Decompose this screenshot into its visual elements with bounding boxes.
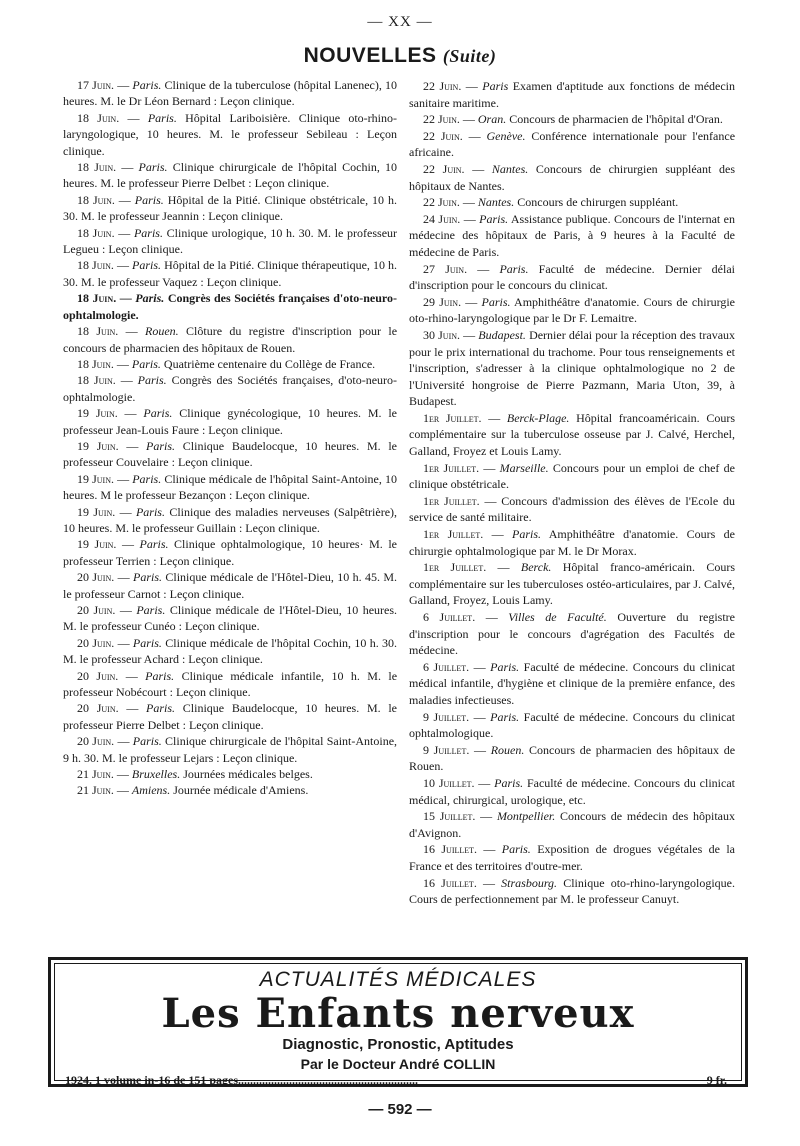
entry-date: 18 Juin. bbox=[77, 225, 115, 240]
entry-city: Paris. bbox=[135, 504, 165, 519]
entry-text: Journée médicale d'Amiens. bbox=[173, 783, 309, 798]
entry-text: Ouverture du registre d'inscription pour le concours d'agrégation des Facultés de médecine. bbox=[409, 610, 736, 658]
news-entry: 19 Juin. — Paris. Clinique Baudelocque, 10 heures. M. le professeur Couvelaire : Leçon clinique. bbox=[63, 438, 397, 470]
entry-date: 29 Juin. bbox=[423, 294, 462, 309]
entry-date: 16 Juillet. bbox=[423, 875, 477, 890]
news-entry: 1er Juillet. — Berck. Hôpital franco-américain. Cours complémentaire sur les tuberculoses ostéo-articulaires, par J. Calvé, Galland, Froyez, Louis Lamy. bbox=[409, 560, 736, 608]
entry-city: Genève. bbox=[486, 128, 526, 143]
entry-text: Clinique ophtalmologique, 10 heures· M. le professeur Terrien : Leçon clinique. bbox=[63, 537, 397, 568]
news-entry: 18 Juin. — Paris. Hôpital Lariboisière. Clinique oto-rhino-laryngologique, 10 heures. M. le professeur Sebileau : Leçon clinique. bbox=[63, 110, 398, 158]
entry-text: Clinique médicale de l'hôpital Cochin, 10 h. 30. M. le professeur Achard : Leçon clinique. bbox=[63, 635, 398, 667]
ad-book-info bbox=[65, 1073, 727, 1088]
entry-city: Paris. bbox=[132, 258, 162, 273]
entry-date: 1er Juillet. bbox=[423, 493, 480, 508]
entry-date: 22 Juin. bbox=[423, 112, 460, 127]
entry-text: Concours de pharmacien des hôpitaux de Rouen. bbox=[409, 742, 736, 774]
entry-text: Faculté de médecine. Concours du clinicat ophtalmologique. bbox=[409, 709, 736, 741]
entry-date: 20 Juin. bbox=[77, 668, 119, 683]
entry-city: Paris. bbox=[481, 294, 511, 309]
news-entry: 20 Juin. — Paris. Clinique médicale de l'Hôtel-Dieu, 10 heures. M. le professeur Cunéo : Leçon clinique. bbox=[63, 603, 398, 634]
entry-date: 18 Juin. bbox=[77, 356, 114, 371]
entry-city: Nantes. bbox=[477, 195, 515, 210]
news-entry: 15 Juillet. — Montpellier. Concours de médecin des hôpitaux d'Avignon. bbox=[409, 809, 736, 840]
entry-city: Paris. bbox=[132, 471, 162, 486]
news-entry: 9 Juillet. — Paris. Faculté de médecine. Concours du clinicat ophtalmologique. bbox=[409, 709, 736, 741]
entry-date: 19 Juin. bbox=[77, 438, 119, 453]
entry-text: Hôpital de la Pitié. Clinique thérapeutique, 10 h. 30. M. le professeur Vaquez : Leçon clinique. bbox=[63, 258, 398, 289]
page-roman-numeral: — XX — bbox=[367, 14, 433, 30]
news-entry: 21 Juin. — Amiens. Journée médicale d'Amiens. bbox=[77, 783, 309, 798]
news-column-right bbox=[409, 78, 735, 908]
entry-date: 17 Juin. bbox=[77, 78, 115, 92]
entry-date: 16 Juillet. bbox=[423, 842, 478, 857]
news-entry: 22 Juin. — Nantes. Concours de chirurgen suppléant. bbox=[423, 195, 679, 210]
entry-text: Clinique Baudelocque, 10 heures. M. le professeur Couvelaire : Leçon clinique. bbox=[63, 438, 397, 470]
entry-date: 19 Juin. bbox=[77, 504, 116, 519]
ad-book-author: Par le Docteur André COLLIN bbox=[300, 1056, 496, 1072]
entry-date: 6 Juillet. bbox=[423, 659, 470, 674]
entry-text: Journées médicales belges. bbox=[183, 767, 313, 782]
entry-text: Hôpital franco-américain. Cours complémentaire sur les tuberculoses ostéo-articulaires, par J. Calvé, Galland, Froyez, Louis Lamy. bbox=[409, 560, 736, 608]
section-title bbox=[0, 44, 800, 68]
news-entry: 18 Juin. — Paris. Quatrième centenaire du Collège de France. bbox=[77, 356, 376, 371]
entry-date: 20 Juin. bbox=[77, 734, 115, 749]
entry-city: Paris. bbox=[499, 261, 529, 276]
entry-text: Quatrième centenaire du Collège de France. bbox=[163, 356, 376, 371]
news-entry: 1er Juillet. — Paris. Amphithéâtre d'anatomie. Cours de chirurgie ophtalmologique par M. le Dr Morax. bbox=[409, 527, 735, 558]
entry-text: Concours d'admission des élèves de l'Ecole du service de santé militaire. bbox=[409, 493, 735, 525]
section-title-text: NOUVELLES bbox=[303, 44, 437, 67]
news-entry: 19 Juin. — Paris. Clinique des maladies nerveuses (Salpêtrière), 10 heures. M. le professeur Guillain : Leçon clinique. bbox=[63, 504, 398, 535]
entry-city: Paris. bbox=[146, 701, 176, 716]
entry-city: Paris. bbox=[131, 356, 161, 371]
news-entry: 21 Juin. — Bruxelles. Journées médicales belges. bbox=[77, 767, 313, 782]
news-entry: 18 Juin. — Paris. Clinique chirurgicale de l'hôpital Cochin, 10 heures. M. le professeur Pierre Delbet : Leçon clinique. bbox=[63, 160, 398, 191]
news-entry: 22 Juin. — Oran. Concours de pharmacien de l'hôpital d'Oran. bbox=[423, 112, 723, 127]
entry-city: Paris. bbox=[143, 406, 173, 421]
news-entry: 22 Juin. — Paris Examen d'aptitude aux fonctions de médecin sanitaire maritime. bbox=[409, 79, 736, 110]
ad-series-title: ACTUALITÉS MÉDICALES bbox=[259, 968, 537, 991]
entry-date: 19 Juin. bbox=[77, 537, 117, 552]
news-entry: 18 Juin. — Paris. Hôpital de la Pitié. Clinique thérapeutique, 10 h. 30. M. le professeur Vaquez : Leçon clinique. bbox=[63, 258, 398, 289]
entry-city: Paris. bbox=[146, 438, 176, 453]
entry-text: Faculté de médecine. Concours du clinicat médical infantile, d'hygiène et clinique de la première enfance, des maladies infectieuses. bbox=[409, 659, 736, 707]
entry-date: 1er Juillet. bbox=[423, 460, 480, 475]
news-entry: 20 Juin. — Paris. Clinique chirurgicale de l'hôpital Saint-Antoine, 9 h. 30. M. le professeur Lejars : Leçon clinique. bbox=[63, 734, 398, 765]
entry-text: Clinique médicale de l'hôpital Saint-Antoine, 10 heures. M le professeur Bezançon : Leçon clinique. bbox=[63, 471, 397, 503]
entry-text: Congrès des Sociétés françaises, d'oto-neuro-ophtalmologie. bbox=[63, 373, 398, 404]
entry-text: Conférence internationale pour l'enfance africaine. bbox=[409, 128, 736, 160]
entry-date: 18 Juin. bbox=[77, 258, 114, 273]
news-entry: 10 Juillet. — Paris. Faculté de médecine. Concours du clinicat médical, chirurgical, urologique, etc. bbox=[409, 775, 735, 807]
entry-text: Hôpital Lariboisière. Clinique oto-rhino-laryngologique, 10 heures. M. le professeur Sebileau : Leçon clinique. bbox=[63, 110, 398, 158]
entry-city: Paris. bbox=[490, 709, 520, 724]
entry-date: 20 Juin. bbox=[77, 635, 115, 650]
entry-text: Concours pour un emploi de chef de clinique obstétricale. bbox=[409, 460, 736, 492]
news-entry: 18 Juin. — Paris. Hôpital de la Pitié. Clinique obstétricale, 10 h. 30. M. le professeur Jeannin : Leçon clinique. bbox=[63, 192, 398, 224]
entry-text: Clinique médicale de l'Hôtel-Dieu, 10 heures. M. le professeur Cunéo : Leçon clinique. bbox=[63, 603, 398, 634]
entry-text: Clinique oto-rhino-laryngologique. Cours de perfectionnement par M. le professeur Canuyt. bbox=[409, 875, 735, 907]
entry-city: Oran. bbox=[477, 112, 507, 127]
entry-text: Faculté de médecine. Concours du clinicat médical, chirurgical, urologique, etc. bbox=[409, 775, 735, 807]
entry-date: 22 Juin. bbox=[423, 195, 460, 210]
entry-date: 30 Juin. bbox=[423, 327, 461, 342]
entry-city: Marseille. bbox=[499, 460, 549, 475]
ad-book-price: 9 fr. bbox=[706, 1073, 727, 1087]
entry-date: 18 Juin. bbox=[77, 373, 116, 388]
entry-text: Clinique des maladies nerveuses (Salpêtrière), 10 heures. M. le professeur Guillain : Leçon clinique. bbox=[63, 504, 398, 535]
entry-date: 9 Juillet. bbox=[423, 709, 470, 724]
entry-city: Paris. bbox=[133, 225, 163, 240]
entry-date: 22 Juin. bbox=[423, 79, 462, 93]
news-entry: 19 Juin. — Paris. Clinique gynécologique, 10 heures. M. le professeur Jean-Louis Faure : Leçon clinique. bbox=[63, 406, 397, 437]
entry-text: Faculté de médecine. Dernier délai d'inscription pour le concours du clinicat. bbox=[409, 261, 735, 293]
entry-text: Congrès des Sociétés françaises d'oto-neuro-ophtalmologie. bbox=[63, 291, 398, 322]
entry-city: Paris. bbox=[145, 668, 175, 683]
entry-text: Exposition de drogues végétales de la France et des territoires d'outre-mer. bbox=[409, 842, 736, 873]
entry-date: 10 Juillet. bbox=[423, 775, 475, 790]
entry-city: Paris bbox=[482, 79, 509, 93]
news-entry: 22 Juin. — Nantes. Concours de chirurgien suppléant des hôpitaux de Nantes. bbox=[409, 161, 736, 193]
entry-date: 22 Juin. bbox=[423, 128, 463, 143]
news-entry: 19 Juin. — Paris. Clinique ophtalmologique, 10 heures· M. le professeur Terrien : Leçon clinique. bbox=[63, 537, 397, 568]
entry-date: 18 Juin. bbox=[77, 324, 119, 339]
entry-city: Villes de Faculté. bbox=[508, 610, 607, 624]
entry-text: Clinique chirurgicale de l'hôpital Cochin, 10 heures. M. le professeur Pierre Delbet : Leçon clinique. bbox=[63, 160, 398, 191]
news-entry: 1er Juillet. — Concours d'admission des élèves de l'Ecole du service de santé militaire. bbox=[409, 493, 735, 525]
entry-city: Paris. bbox=[136, 603, 166, 617]
ad-book-subtitle: Diagnostic, Pronostic, Aptitudes bbox=[282, 1036, 514, 1053]
ad-book-title: Les Enfants nerveux bbox=[161, 990, 635, 1037]
entry-text: Concours de médecin des hôpitaux d'Avignon. bbox=[409, 809, 736, 840]
entry-text: Clinique gynécologique, 10 heures. M. le professeur Jean-Louis Faure : Leçon clinique. bbox=[63, 406, 397, 437]
entry-text: Clinique urologique, 10 h. 30. M. le professeur Legueu : Leçon clinique. bbox=[63, 225, 398, 257]
entry-city: Strasbourg. bbox=[501, 875, 558, 890]
entry-date: 19 Juin. bbox=[77, 406, 118, 421]
news-entry: 16 Juillet. — Paris. Exposition de drogues végétales de la France et des territoires d'outre-mer. bbox=[409, 842, 736, 873]
entry-date: 1er Juillet. bbox=[423, 527, 484, 542]
news-entry: 27 Juin. — Paris. Faculté de médecine. Dernier délai d'inscription pour le concours du clinicat. bbox=[409, 261, 735, 293]
entry-city: Montpellier. bbox=[496, 809, 556, 824]
entry-text: Concours de pharmacien de l'hôpital d'Oran. bbox=[509, 112, 723, 127]
news-column-left bbox=[63, 77, 397, 799]
news-entry: 6 Juillet. — Paris. Faculté de médecine. Concours du clinicat médical infantile, d'hygiène et clinique de la première enfance, des maladies infectieuses. bbox=[409, 659, 736, 707]
entry-text: Assistance publique. Concours de l'internat en médecine des hôpitaux de Paris, à 9 heures à la Faculté de médecine de Paris. bbox=[409, 211, 736, 259]
entry-city: Paris. bbox=[147, 110, 177, 125]
news-entry: 20 Juin. — Paris. Clinique médicale de l'hôpital Cochin, 10 h. 30. M. le professeur Achard : Leçon clinique. bbox=[63, 635, 398, 667]
entry-date: 24 Juin. bbox=[423, 211, 461, 226]
entry-date: 18 Juin. bbox=[77, 160, 117, 175]
news-entry: 9 Juillet. — Rouen. Concours de pharmacien des hôpitaux de Rouen. bbox=[409, 742, 736, 774]
entry-city: Paris. bbox=[138, 160, 168, 175]
news-entry: 20 Juin. — Paris. Clinique médicale de l'Hôtel-Dieu, 10 h. 45. M. le professeur Carnot : Leçon clinique. bbox=[63, 570, 398, 601]
entry-text: Concours de chirurgien suppléant des hôpitaux de Nantes. bbox=[409, 161, 736, 193]
entry-date: 27 Juin. bbox=[423, 261, 468, 276]
entry-date: 1er Juillet. bbox=[423, 410, 482, 425]
entry-city: Berck. bbox=[520, 560, 552, 575]
entry-text: Examen d'aptitude aux fonctions de médecin sanitaire maritime. bbox=[409, 79, 736, 110]
news-entry: 6 Juillet. — Villes de Faculté. Ouverture du registre d'inscription pour le concours d'agrégation des Facultés de médecine. bbox=[409, 610, 736, 658]
entry-city: Bruxelles. bbox=[131, 767, 181, 782]
news-entry: 1er Juillet. — Marseille. Concours pour un emploi de chef de clinique obstétricale. bbox=[409, 460, 736, 492]
entry-city: Paris. bbox=[132, 78, 162, 92]
section-title-suffix: (Suite) bbox=[442, 46, 497, 66]
entry-city: Paris. bbox=[132, 734, 162, 749]
entry-text: Clinique Baudelocque, 10 heures. M. le professeur Pierre Delbet : Leçon clinique. bbox=[63, 701, 397, 732]
news-entry: 18 Juin. — Paris. Congrès des Sociétés françaises d'oto-neuro-ophtalmologie. bbox=[63, 291, 398, 322]
news-entry: 1er Juillet. — Berck-Plage. Hôpital francoaméricain. Cours complémentaire sur la tuberculose osseuse par J. Calvé, Herchel, Galland, Froyez et Louis Lamy. bbox=[409, 410, 736, 459]
entry-date: 20 Juin. bbox=[77, 701, 119, 716]
entry-date: 15 Juillet. bbox=[423, 809, 476, 824]
entry-text: Clinique chirurgicale de l'hôpital Saint-Antoine, 9 h. 30. M. le professeur Lejars : Leçon clinique. bbox=[63, 734, 398, 765]
news-entry: 20 Juin. — Paris. Clinique médicale infantile, 10 h. M. le professeur Nobécourt : Leçon clinique. bbox=[63, 668, 398, 700]
news-entry: 30 Juin. — Budapest. Dernier délai pour la réception des travaux pour le prix international du trachome. Pour tous renseignements et l'inscription, s'adresser à la clinique ophtalmologique no 2 de l'Université hongroise de Pierre Pazmann, Maria Uton, 39, à Budapest. bbox=[409, 327, 736, 409]
news-entry: 18 Juin. — Paris. Clinique urologique, 10 h. 30. M. le professeur Legueu : Leçon clinique. bbox=[63, 225, 398, 257]
entry-city: Paris. bbox=[512, 527, 542, 542]
entry-date: 18 Juin. bbox=[77, 110, 120, 125]
entry-city: Paris. bbox=[135, 291, 165, 306]
news-entry: 17 Juin. — Paris. Clinique de la tuberculose (hôpital Lanenec), 10 heures. M. le Dr Léon Bernard : Leçon clinique. bbox=[63, 78, 398, 109]
entry-text: Concours de chirurgen suppléant. bbox=[517, 195, 679, 210]
entry-city: Paris. bbox=[490, 659, 520, 674]
entry-city: Nantes. bbox=[491, 161, 529, 176]
entry-city: Paris. bbox=[494, 775, 524, 790]
entry-city: Budapest. bbox=[478, 327, 526, 342]
entry-date: 20 Juin. bbox=[77, 570, 115, 585]
advertisement-box bbox=[48, 957, 748, 1087]
entry-date: 1er Juillet. bbox=[423, 560, 487, 575]
entry-city: Paris. bbox=[501, 842, 531, 857]
news-entry: 29 Juin. — Paris. Amphithéâtre d'anatomie. Cours de chirurgie oto-rhino-laryngologique par le Dr F. Lemaitre. bbox=[409, 294, 736, 326]
entry-date: 6 Juillet. bbox=[423, 610, 476, 624]
entry-city: Amiens. bbox=[131, 783, 171, 798]
news-entry: 18 Juin. — Rouen. Clôture du registre d'inscription pour le concours de pharmacien des hôpitaux de Rouen. bbox=[63, 324, 398, 355]
entry-date: 21 Juin. bbox=[77, 767, 114, 782]
entry-text: Clinique médicale de l'Hôtel-Dieu, 10 h. 45. M. le professeur Carnot : Leçon clinique. bbox=[63, 570, 398, 601]
news-entry: 24 Juin. — Paris. Assistance publique. Concours de l'internat en médecine des hôpitaux de Paris, à 9 heures à la Faculté de médecine de Paris. bbox=[409, 211, 736, 259]
entry-text: Hôpital de la Pitié. Clinique obstétricale, 10 h. 30. M. le professeur Jeannin : Leçon clinique. bbox=[63, 192, 398, 224]
entry-date: 18 Juin. bbox=[77, 291, 117, 306]
entry-text: Clinique de la tuberculose (hôpital Lanenec), 10 heures. M. le Dr Léon Bernard : Leçon clinique. bbox=[63, 78, 398, 109]
entry-text: Hôpital francoaméricain. Cours complémentaire sur la tuberculose osseuse par J. Calvé, Herchel, Galland, Froyez et Louis Lamy. bbox=[409, 410, 736, 459]
entry-city: Paris. bbox=[134, 192, 164, 207]
entry-text: Clinique médicale infantile, 10 h. M. le professeur Nobécourt : Leçon clinique. bbox=[63, 668, 398, 700]
entry-text: Dernier délai pour la réception des travaux pour le prix international du trachome. Pour tous renseignements et l'inscription, s'adresser à la clinique ophtalmologique no 2 de l'Université hongroise de Pierre Pazmann, Maria Uton, 39, à Budapest. bbox=[409, 327, 736, 409]
entry-date: 19 Juin. bbox=[77, 471, 114, 486]
entry-date: 21 Juin. bbox=[77, 783, 114, 798]
news-entry: 20 Juin. — Paris. Clinique Baudelocque, 10 heures. M. le professeur Pierre Delbet : Leçon clinique. bbox=[63, 701, 397, 732]
entry-date: 22 Juin. bbox=[423, 161, 465, 176]
entry-text: Amphithéâtre d'anatomie. Cours de chirurgie oto-rhino-laryngologique par le Dr F. Lemaitre. bbox=[409, 294, 736, 326]
news-entry: 22 Juin. — Genève. Conférence internationale pour l'enfance africaine. bbox=[409, 128, 736, 160]
entry-city: Rouen. bbox=[490, 742, 525, 757]
entry-city: Paris. bbox=[479, 211, 509, 226]
news-entry: 19 Juin. — Paris. Clinique médicale de l'hôpital Saint-Antoine, 10 heures. M le professeur Bezançon : Leçon clinique. bbox=[63, 471, 397, 503]
entry-city: Rouen. bbox=[145, 324, 179, 339]
entry-text: Clôture du registre d'inscription pour le concours de pharmacien des hôpitaux de Rouen. bbox=[63, 324, 398, 355]
entry-city: Paris. bbox=[132, 635, 162, 650]
entry-date: 18 Juin. bbox=[77, 192, 115, 207]
entry-city: Paris. bbox=[132, 570, 162, 585]
page-number: — 592 — bbox=[368, 1101, 432, 1118]
entry-text: Amphithéâtre d'anatomie. Cours de chirurgie ophtalmologique par M. le Dr Morax. bbox=[409, 527, 735, 558]
entry-city: Berck-Plage. bbox=[506, 410, 570, 425]
entry-date: 20 Juin. bbox=[77, 603, 116, 617]
news-entry: 18 Juin. — Paris. Congrès des Sociétés françaises, d'oto-neuro-ophtalmologie. bbox=[63, 373, 398, 404]
news-entry: 16 Juillet. — Strasbourg. Clinique oto-rhino-laryngologique. Cours de perfectionnement par M. le professeur Canuyt. bbox=[409, 875, 735, 907]
entry-date: 9 Juillet. bbox=[423, 742, 470, 757]
ad-book-edition: 1924. 1 volume in-16 de 151 pages............................................................ bbox=[65, 1073, 419, 1087]
entry-city: Paris. bbox=[139, 537, 169, 552]
entry-city: Paris. bbox=[137, 373, 167, 388]
